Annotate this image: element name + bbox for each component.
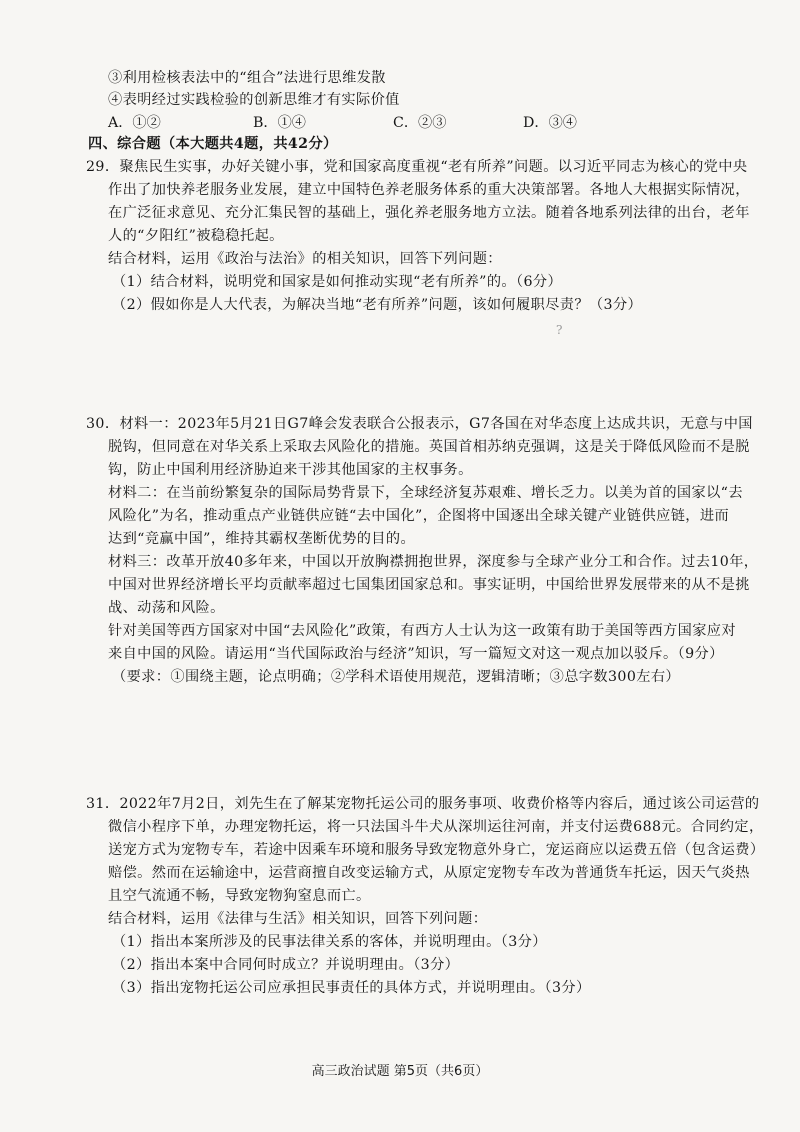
q30-material-2: 材料二：在当前纷繁复杂的国际局势背景下，全球经济复苏艰难、增长乏力。以美为首的国家以“去 bbox=[108, 485, 743, 501]
option-statement-3: ③利用检核表法中的“组合”法进行思维发散 bbox=[108, 70, 386, 86]
q29-instruction: 结合材料，运用《政治与法治》的相关知识，回答下列问题： bbox=[108, 251, 502, 267]
q29-subquestion-2: （2）假如你是人大代表，为解决当地“老有所养”问题，该如何履职尽责？（3分） bbox=[112, 297, 643, 313]
option-statement-4: ④表明经过实践检验的创新思维才有实际价值 bbox=[108, 92, 400, 108]
q31-text: 微信小程序下单，办理宠物托运，将一只法国斗牛犬从深圳运往河南，并支付运费688元。合同约定， bbox=[108, 819, 764, 835]
q30-material-3: 战、动荡和风险。 bbox=[108, 600, 225, 616]
q31-text: 31．2022年7月2日，刘先生在了解某宠物托运公司的服务事项、收费价格等内容后，通过该公司运营的 bbox=[86, 796, 760, 812]
q30-material-3: 材料三：改革开放40多年来，中国以开放胸襟拥抱世界，深度参与全球产业分工和合作。过去10年， bbox=[108, 554, 759, 570]
page-footer: 高三政治试题 第5页（共6页） bbox=[311, 1064, 489, 1079]
q30-prompt: 针对美国等西方国家对中国“去风险化”政策，有西方人士认为这一政策有助于美国等西方国家应对 bbox=[108, 623, 736, 639]
q30-material-3: 中国对世界经济增长平均贡献率超过七国集团国家总和。事实证明，中国给世界发展带来的从不是挑 bbox=[108, 577, 750, 593]
q30-text: 钩，防止中国利用经济胁迫来干涉其他国家的主权事务。 bbox=[108, 462, 473, 478]
q30-text: 30．材料一：2023年5月21日G7峰会发表联合公报表示，G7各国在对华态度上达成共识，无意与中国 bbox=[86, 416, 753, 432]
answer-choices bbox=[108, 112, 668, 132]
q29-text: 作出了加快养老服务业发展，建立中国特色养老服务体系的重大决策部署。各地人大根据实际情况， bbox=[108, 182, 750, 198]
q31-instruction: 结合材料，运用《法律与生活》相关知识，回答下列问题： bbox=[108, 911, 488, 927]
q30-material-2: 达到“竞赢中国”，维持其霸权垄断优势的目的。 bbox=[108, 531, 416, 547]
choice-c: C．②③ bbox=[393, 115, 447, 131]
q29-subquestion-1: （1）结合材料，说明党和国家是如何推动实现“老有所养”的。（6分） bbox=[112, 274, 563, 290]
q31-subquestion-1: （1）指出本案所涉及的民事法律关系的客体，并说明理由。（3分） bbox=[112, 934, 547, 950]
q30-material-2: 风险化”为名，推动重点产业链供应链“去中国化”，企图将中国逐出全球关键产业链供应链，进而 bbox=[108, 508, 730, 524]
choice-d: D．③④ bbox=[523, 115, 577, 131]
stray-mark: ? bbox=[556, 323, 563, 337]
section-heading: 四、综合题（本大题共4题，共42分） bbox=[88, 136, 338, 152]
q29-text: 人的“夕阳红”被稳稳托起。 bbox=[108, 228, 284, 244]
q29-text: 29．聚焦民生实事，办好关键小事，党和国家高度重视“老有所养”问题。以习近平同志为核心的党中央 bbox=[86, 159, 748, 175]
q29-text: 在广泛征求意见、充分汇集民智的基础上，强化养老服务地方立法。随着各地系列法律的出台，老年 bbox=[108, 205, 750, 221]
q31-text: 赔偿。然而在运输途中，运营商擅自改变运输方式，从原定宠物专车改为普通货车托运，因天气炎热 bbox=[108, 865, 750, 881]
q30-text: 脱钩，但同意在对华关系上采取去风险化的措施。英国首相苏纳克强调，这是关于降低风险而不是脱 bbox=[108, 439, 750, 455]
q30-requirements: （要求：①围绕主题，论点明确；②学科术语使用规范，逻辑清晰；③总字数300左右） bbox=[112, 669, 681, 685]
choice-b: B．①④ bbox=[253, 115, 306, 131]
q30-prompt: 来自中国的风险。请运用“当代国际政治与经济”知识，写一篇短文对这一观点加以驳斥。（9分） bbox=[108, 646, 724, 662]
choice-a: A．①② bbox=[108, 115, 161, 131]
q31-subquestion-2: （2）指出本案中合同何时成立？并说明理由。（3分） bbox=[112, 957, 460, 973]
q31-text: 送宠方式为宠物专车，若途中因乘车环境和服务导致宠物意外身亡，宠运商应以运费五倍（包含运费） bbox=[108, 842, 765, 858]
q31-text: 且空气流通不畅，导致宠物狗窒息而亡。 bbox=[108, 888, 371, 904]
q31-subquestion-3: （3）指出宠物托运公司应承担民事责任的具体方式，并说明理由。（3分） bbox=[112, 980, 591, 996]
